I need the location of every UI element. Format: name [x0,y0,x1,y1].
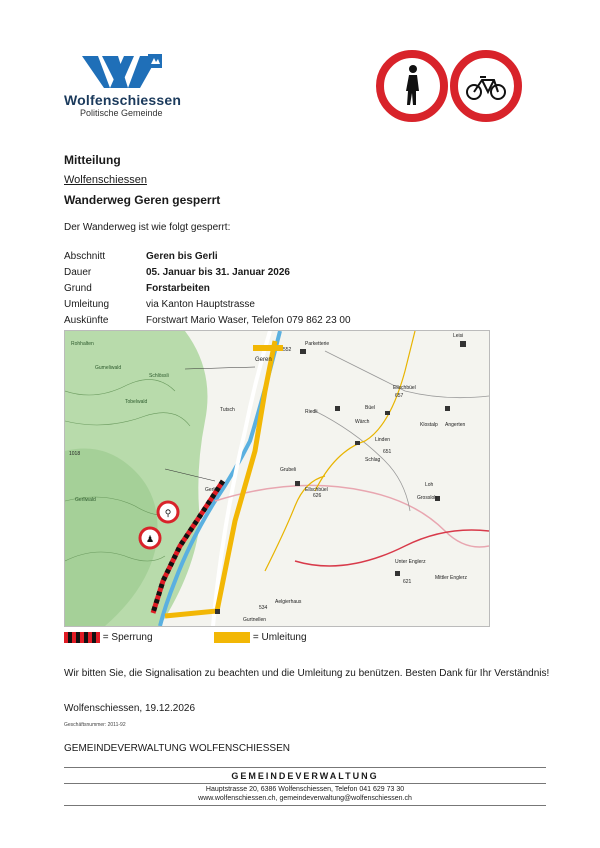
no-bicycles-sign-icon [450,50,522,122]
notice-title: Mitteilung [64,153,121,167]
map-label: Loh [425,482,434,488]
map-elevation: 626 [313,493,322,499]
closure-legend-label: = Sperrung [102,632,153,644]
detail-label: Grund [64,283,92,294]
map-label: Tobelwald [125,399,148,405]
map-elevation: 1018 [69,451,81,457]
notice-place: Wolfenschiessen [64,174,147,186]
detour-swatch [214,632,250,643]
map-label: Riedli [305,409,318,415]
date-line: Wolfenschiessen, 19.12.2026 [64,703,196,714]
route-map [64,330,490,627]
footer [64,767,546,806]
map-label: Schlössli [149,373,169,379]
map-elevation: 657 [395,393,404,399]
map-label: Gurtnellen [243,617,267,623]
map-legend [64,632,307,646]
reference-number: Geschäftsnummer: 2011-92 [64,722,126,728]
map-label: Gerliwald [75,497,96,503]
map-label: Parketterie [305,341,330,347]
detail-label: Dauer [64,267,92,278]
logo-subtitle: Politische Gemeinde [80,108,163,118]
map-label: Angerten [445,422,466,428]
notice-subject: Wanderweg Geren gesperrt [64,193,221,207]
map-label: Gerli [205,487,216,493]
detail-value: Geren bis Gerli [146,251,218,262]
office-name: GEMEINDEVERWALTUNG WOLFENSCHIESSEN [64,743,290,754]
no-pedestrians-sign-icon [376,50,448,122]
detail-label: Abschnitt [64,251,106,262]
map-label: Ellschbüel [305,487,328,493]
map-label: Geren [255,357,272,363]
detail-value: 05. Januar bis 31. Januar 2026 [146,267,290,278]
map-label: Klostalp [420,422,438,428]
detail-label: Auskünfte [64,315,109,326]
svg-text:⚲: ⚲ [164,508,172,518]
svg-text:♟: ♟ [145,534,155,544]
map-label: Linden [375,437,391,443]
notice-intro: Der Wanderweg ist wie folgt gesperrt: [64,222,231,233]
map-label: Tutsch [220,407,235,413]
map-label: Unter Englerz [395,559,426,565]
map-elevation: 651 [383,449,392,455]
map-label: Schlag [365,457,381,463]
map-label: Büel [365,405,376,411]
map-label: Leisi [453,333,464,339]
closure-swatch [64,632,100,643]
map-label: Mittler Englerz [435,575,467,581]
map-label: Rohhalten [71,341,94,347]
footer-address: Hauptstrasse 20, 6386 Wolfenschiessen, Telefon 041 629 73 30 [205,786,405,793]
footer-contact: www.wolfenschiessen.ch, gemeindeverwaltung@wolfenschiessen.ch [198,795,412,802]
map-label: Wärch [355,419,370,425]
closing-message: Wir bitten Sie, die Signalisation zu beachten und die Umleitung zu benützen. Besten Dank für Ihr Verständnis! [64,668,550,679]
map-label: Grossloh [417,495,438,501]
map-label: Gumeliwald [95,365,122,371]
detail-label: Umleitung [64,299,110,310]
map-label: Grubeli [280,467,297,473]
detail-value: Forstwart Mario Waser, Telefon 079 862 23 00 [146,315,351,326]
detail-value: via Kanton Hauptstrasse [146,299,255,310]
map-label: Aelgierhaus [275,599,302,605]
map-elevation: 552 [283,347,292,353]
map-label: Ellschbüel [393,385,416,391]
logo-name: Wolfenschiessen [64,92,182,108]
map-elevation: 621 [403,579,412,585]
footer-heading: GEMEINDEVERWALTUNG [64,768,546,784]
detour-legend-label: = Umleitung [252,632,307,644]
detail-value: Forstarbeiten [146,283,210,294]
map-elevation: 534 [259,605,268,611]
